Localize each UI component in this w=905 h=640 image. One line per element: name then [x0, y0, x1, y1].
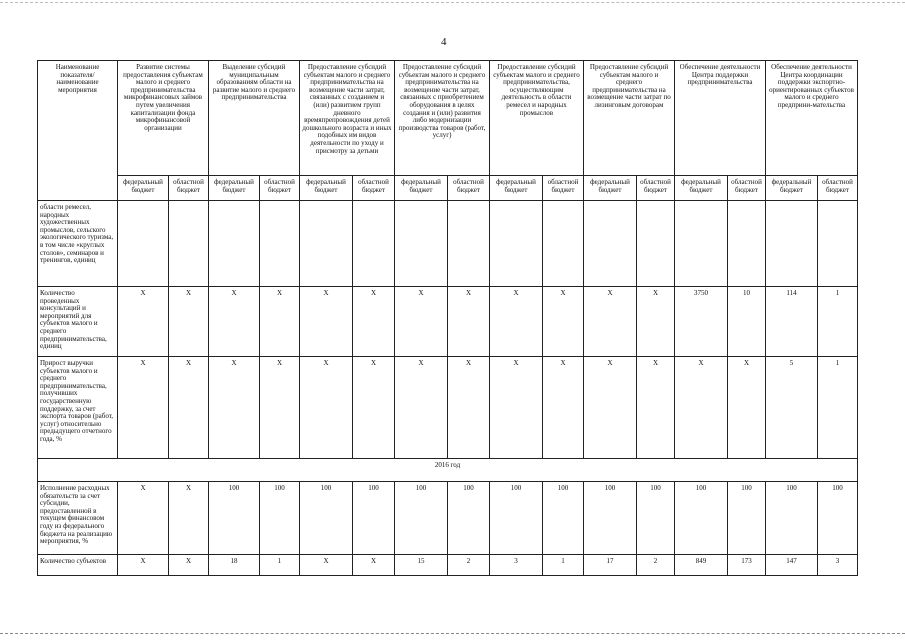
table-cell: X: [448, 287, 490, 357]
table-cell: X: [118, 357, 169, 459]
group-header-7: Обеспечение деятельности Центра поддержки предпринимательства: [675, 61, 766, 176]
table-cell: 3750: [675, 287, 728, 357]
page-number: 4: [441, 36, 447, 48]
table-cell: [637, 201, 675, 287]
table-cell: X: [448, 357, 490, 459]
table-cell: 1: [818, 357, 858, 459]
table-cell: 100: [675, 482, 728, 555]
table-cell: X: [584, 357, 637, 459]
subheader-regional: областной бюджет: [637, 176, 675, 201]
table-cell: 5: [766, 357, 818, 459]
scan-edge-top: [0, 2, 905, 3]
table-cell: X: [118, 482, 169, 555]
table-row: [38, 201, 858, 287]
table-cell: 15: [395, 555, 448, 576]
year-label: 2016 год: [38, 459, 858, 482]
table-cell: [766, 201, 818, 287]
row-label: Количество субъектов: [38, 555, 118, 576]
table-cell: 100: [448, 482, 490, 555]
group-header-8: Обеспечение деятельности Центра координации поддержки экспортно-ориентированных субъектов малого и среднего предприни-мательства: [766, 61, 858, 176]
subheader-federal: федеральный бюджет: [209, 176, 260, 201]
table-cell: 114: [766, 287, 818, 357]
subheader-regional: областной бюджет: [818, 176, 858, 201]
table-cell: X: [300, 555, 353, 576]
table-cell: [818, 201, 858, 287]
table-cell: 100: [637, 482, 675, 555]
table-cell: X: [260, 287, 300, 357]
table-cell: 147: [766, 555, 818, 576]
table-cell: X: [637, 357, 675, 459]
table-cell: X: [584, 287, 637, 357]
row-label: Количество проведенных консультаций и мероприятий для субъектов малого и среднего предпринимательства, единиц: [38, 287, 118, 357]
table-cell: 100: [728, 482, 766, 555]
group-header-2: Выделение субсидий муниципальным образованиям области на развитие малого и среднего предпринимательства: [209, 61, 300, 176]
group-header-4: Предоставление субсидий субъектам малого и среднего предпринимательства на возмещение части затрат, связанных с приобретением оборудования в целях создания и (или) развития либо модернизации производства товаров (работ, услуг): [395, 61, 490, 176]
table-cell: [728, 201, 766, 287]
table-cell: 1: [260, 555, 300, 576]
table-cell: 100: [584, 482, 637, 555]
group-header-3: Предоставление субсидий субъектам малого и среднего предпринимательства на возмещение части затрат, связанных с созданием и (или) развитием групп дневного времяпрепровождения детей дошкольного возраста и иных подобных им видов деятельности по уходу и присмотру за детьми: [300, 61, 395, 176]
table-cell: 2: [448, 555, 490, 576]
table-cell: [490, 201, 543, 287]
subheader-regional: областной бюджет: [543, 176, 584, 201]
subheader-federal: федеральный бюджет: [490, 176, 543, 201]
table-cell: X: [395, 357, 448, 459]
table-cell: [584, 201, 637, 287]
subheader-regional: областной бюджет: [353, 176, 395, 201]
table-cell: 1: [818, 287, 858, 357]
row-label: Исполнение расходных обязательств за счет субсидии, предоставленной в текущем финансовом году из федерального бюджета на реализацию мероприятия, %: [38, 482, 118, 555]
table-cell: X: [169, 555, 209, 576]
table-cell: 100: [300, 482, 353, 555]
subheader-regional: областной бюджет: [260, 176, 300, 201]
table-cell: X: [675, 357, 728, 459]
subheader-regional: областной бюджет: [169, 176, 209, 201]
first-column-header: Наименование показателя/ наименование мероприятия: [38, 61, 118, 201]
table-row: [38, 357, 858, 459]
table-cell: X: [353, 287, 395, 357]
header-row: [38, 61, 858, 176]
table-cell: X: [543, 357, 584, 459]
table-cell: X: [353, 357, 395, 459]
table-cell: X: [118, 555, 169, 576]
row-label: области ремесел, народных художественных промыслов, сельского экологического туризма, в том числе «круглых столов», семинаров и тренингов, единиц: [38, 201, 118, 287]
table-cell: [169, 201, 209, 287]
table-cell: X: [353, 555, 395, 576]
table-cell: 173: [728, 555, 766, 576]
table-cell: [675, 201, 728, 287]
table-cell: 100: [490, 482, 543, 555]
table-cell: 100: [260, 482, 300, 555]
subheader-regional: областной бюджет: [448, 176, 490, 201]
table-row: [38, 482, 858, 555]
subheader-federal: федеральный бюджет: [118, 176, 169, 201]
group-header-5: Предоставление субсидий субъектам малого и среднего предпринимательства, осуществляющим деятельность в области ремесел и народных промыслов: [490, 61, 584, 176]
subheader-federal: федеральный бюджет: [766, 176, 818, 201]
table-cell: [543, 201, 584, 287]
indicator-table: [37, 60, 858, 576]
subheader-federal: федеральный бюджет: [675, 176, 728, 201]
table-cell: [209, 201, 260, 287]
table-cell: 849: [675, 555, 728, 576]
table-cell: 100: [543, 482, 584, 555]
year-row: [38, 459, 858, 482]
table-cell: X: [637, 287, 675, 357]
table-cell: 3: [818, 555, 858, 576]
table-cell: 18: [209, 555, 260, 576]
table-cell: 100: [818, 482, 858, 555]
table-cell: X: [490, 357, 543, 459]
table-cell: [448, 201, 490, 287]
table-cell: 100: [766, 482, 818, 555]
table-cell: [300, 201, 353, 287]
table-row: [38, 555, 858, 576]
subheader-federal: федеральный бюджет: [395, 176, 448, 201]
subheader-federal: федеральный бюджет: [300, 176, 353, 201]
table-cell: [353, 201, 395, 287]
table-cell: X: [728, 357, 766, 459]
table-cell: X: [260, 357, 300, 459]
group-header-1: Развитие системы предоставления субъектам малого и среднего предпринимательства микрофинансовых займов путем увеличения капитализации фонда микрофинансовой организации: [118, 61, 209, 176]
budget-subheader-row: [38, 176, 858, 201]
table-cell: 100: [353, 482, 395, 555]
table-cell: X: [169, 287, 209, 357]
table-cell: 1: [543, 555, 584, 576]
subheader-regional: областной бюджет: [728, 176, 766, 201]
table-cell: 2: [637, 555, 675, 576]
table-cell: X: [209, 287, 260, 357]
table-cell: 10: [728, 287, 766, 357]
table-row: [38, 287, 858, 357]
table-cell: X: [169, 357, 209, 459]
table-cell: X: [395, 287, 448, 357]
table-cell: [118, 201, 169, 287]
table-cell: X: [543, 287, 584, 357]
table-cell: X: [118, 287, 169, 357]
table-cell: X: [300, 287, 353, 357]
table-cell: 100: [395, 482, 448, 555]
group-header-6: Предоставление субсидий субъектам малого и среднего предпринимательства на возмещение части затрат по лизинговым договорам: [584, 61, 675, 176]
table-cell: X: [209, 357, 260, 459]
table-cell: 3: [490, 555, 543, 576]
table-cell: X: [169, 482, 209, 555]
table-cell: 17: [584, 555, 637, 576]
scan-edge-bottom: [0, 633, 905, 634]
subheader-federal: федеральный бюджет: [584, 176, 637, 201]
table-cell: [395, 201, 448, 287]
table-cell: X: [490, 287, 543, 357]
table-cell: X: [300, 357, 353, 459]
table-cell: 100: [209, 482, 260, 555]
table-cell: [260, 201, 300, 287]
row-label: Прирост выручки субъектов малого и среднего предпринимательства, получивших государственную поддержку, за счет экспорта товаров (работ, услуг) относительно предыдущего отчетного года, %: [38, 357, 118, 459]
